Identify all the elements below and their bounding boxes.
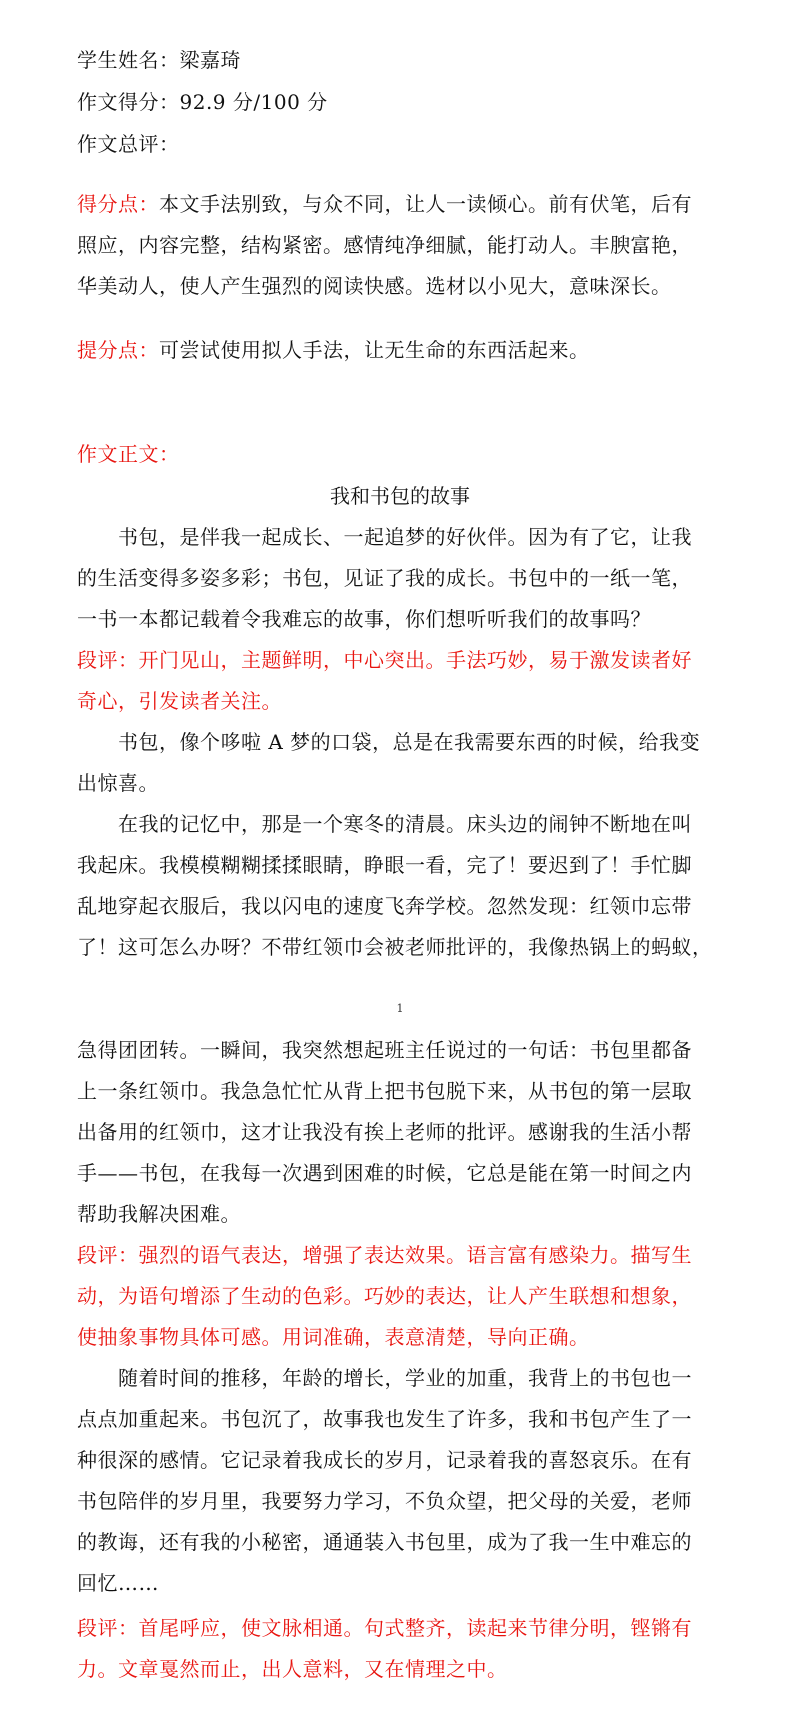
- essay-line: 在我的记忆中，那是一个寒冬的清晨。床头边的闹钟不断地在叫: [77, 812, 692, 836]
- essay-line: 书包，是伴我一起成长、一起追梦的好伙伴。因为有了它，让我: [77, 525, 692, 549]
- plus-line-1: [77, 190, 692, 218]
- paragraph-comment-line: 奇心，引发读者关注。: [77, 689, 282, 713]
- essay-title: 我和书包的故事: [330, 484, 470, 508]
- essay-line: 乱地穿起衣服后，我以闪电的速度飞奔学校。忽然发现：红领巾忘带: [77, 894, 692, 918]
- paragraph-comment-line: 段评：开门见山，主题鲜明，中心突出。手法巧妙，易于激发读者好: [77, 648, 692, 672]
- essay-line: 上一条红领巾。我急急忙忙从背上把书包脱下来，从书包的第一层取: [77, 1079, 692, 1103]
- plus-text-1: 本文手法别致，与众不同，让人一读倾心。前有伏笔，后有: [159, 192, 692, 216]
- plus-label: 得分点：: [77, 192, 159, 216]
- essay-line: 回忆……: [77, 1571, 159, 1595]
- essay-line: 随着时间的推移，年龄的增长，学业的加重，我背上的书包也一: [77, 1366, 692, 1390]
- student-name-row: [77, 46, 241, 74]
- essay-line: 出备用的红领巾，这才让我没有挨上老师的批评。感谢我的生活小帮: [77, 1120, 692, 1144]
- improve-row: [77, 336, 590, 364]
- essay-line: 点点加重起来。书包沉了，故事我也发生了许多，我和书包产生了一: [77, 1407, 692, 1431]
- paragraph-comment-line: 段评：首尾呼应，使文脉相通。句式整齐，读起来节律分明，铿锵有: [77, 1616, 692, 1640]
- essay-line: 了！这可怎么办呀？不带红领巾会被老师批评的，我像热锅上的蚂蚁，: [77, 935, 713, 959]
- essay-line: 种很深的感情。它记录着我成长的岁月，记录着我的喜怒哀乐。在有: [77, 1448, 692, 1472]
- student-name-value: 梁嘉琦: [179, 48, 241, 72]
- score-label: 作文得分：: [77, 90, 180, 114]
- paragraph-comment-line: 动，为语句增添了生动的色彩。巧妙的表达，让人产生联想和想象，: [77, 1284, 692, 1308]
- paragraph-comment-line: 使抽象事物具体可感。用词准确，表意清楚，导向正确。: [77, 1325, 590, 1349]
- student-name-label: 学生姓名：: [77, 48, 180, 72]
- score-row: [77, 88, 328, 116]
- paragraph-comment-line: 段评：强烈的语气表达，增强了表达效果。语言富有感染力。描写生: [77, 1243, 692, 1267]
- score-value: 92.9 分/100 分: [179, 90, 328, 114]
- essay-line: 急得团团转。一瞬间，我突然想起班主任说过的一句话：书包里都备: [77, 1038, 692, 1062]
- essay-line: 书包，像个哆啦 A 梦的口袋，总是在我需要东西的时候，给我变: [77, 730, 701, 754]
- page-number: 1: [396, 1002, 404, 1015]
- paragraph-comment-line: 力。文章戛然而止，出人意料，又在情理之中。: [77, 1657, 508, 1681]
- plus-line-3: 华美动人，使人产生强烈的阅读快感。选材以小见大，意味深长。: [77, 274, 672, 298]
- essay-line: 的教诲，还有我的小秘密，通通装入书包里，成为了我一生中难忘的: [77, 1530, 692, 1554]
- essay-line: 手——书包，在我每一次遇到困难的时候，它总是能在第一时间之内: [77, 1161, 692, 1185]
- essay-line: 帮助我解决困难。: [77, 1202, 241, 1226]
- improve-text: 可尝试使用拟人手法，让无生命的东西活起来。: [159, 338, 590, 362]
- plus-line-2: 照应，内容完整，结构紧密。感情纯净细腻，能打动人。丰腴富艳，: [77, 233, 692, 257]
- review-label: 作文总评：: [77, 132, 180, 156]
- improve-label: 提分点：: [77, 338, 159, 362]
- essay-line: 的生活变得多姿多彩；书包，见证了我的成长。书包中的一纸一笔，: [77, 566, 692, 590]
- essay-label: 作文正文：: [77, 442, 180, 466]
- essay-line: 我起床。我模模糊糊揉揉眼睛，睁眼一看，完了！要迟到了！手忙脚: [77, 853, 692, 877]
- essay-line: 书包陪伴的岁月里，我要努力学习，不负众望，把父母的关爱，老师: [77, 1489, 692, 1513]
- essay-line: 出惊喜。: [77, 771, 159, 795]
- essay-line: 一书一本都记载着令我难忘的故事，你们想听听我们的故事吗？: [77, 607, 651, 631]
